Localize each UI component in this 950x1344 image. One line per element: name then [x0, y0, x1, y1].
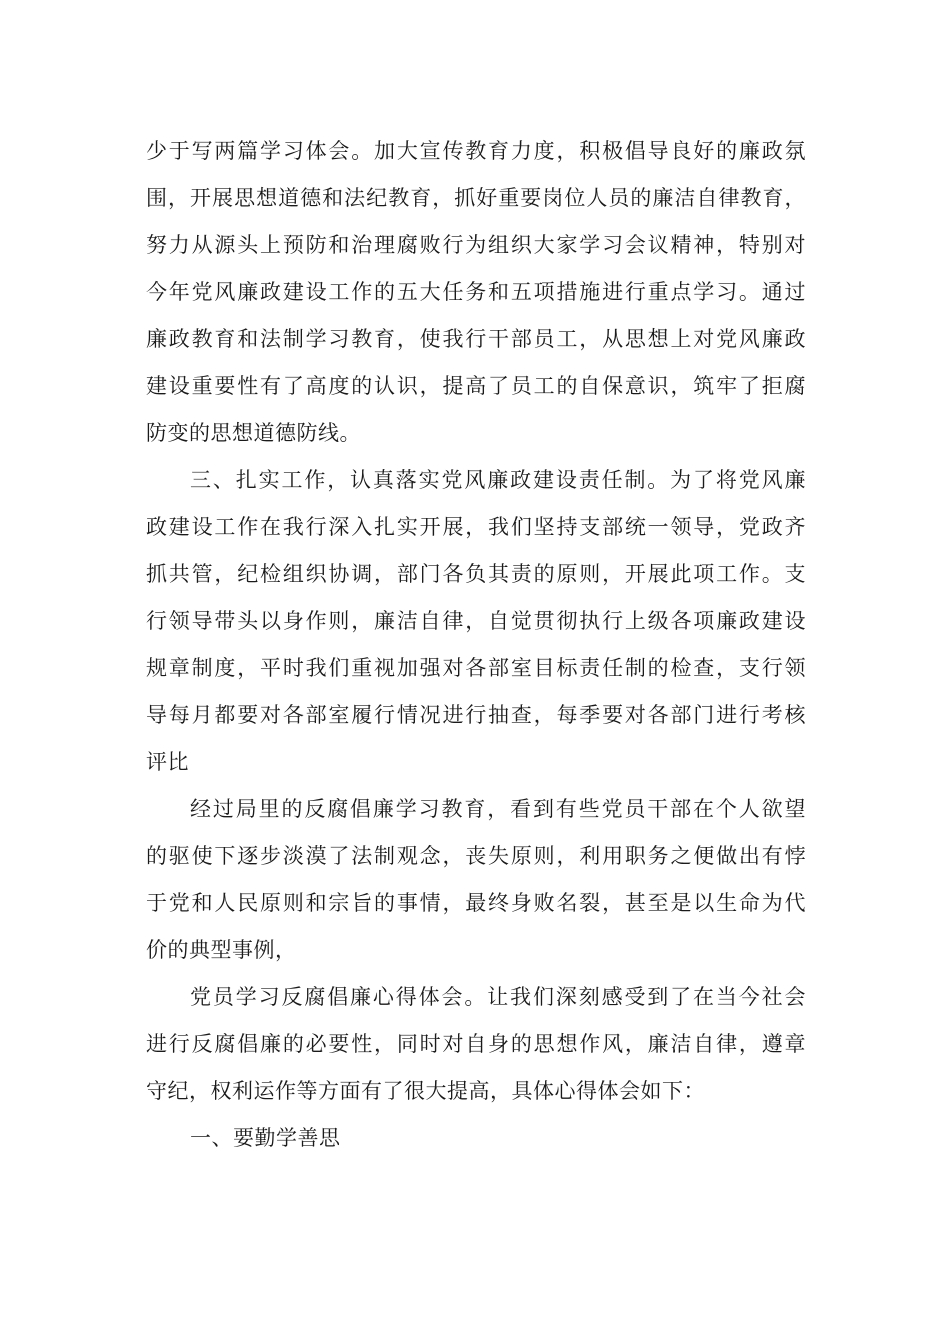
document-body: [146, 128, 806, 1162]
text-line: 评比: [146, 750, 189, 774]
text-line: 少于写两篇学习体会。加大宣传教育力度，积极倡导良好的廉政氛: [146, 139, 806, 163]
text-line: 的驱使下逐步淡漠了法制观念，丧失原则，利用职务之便做出有悖: [146, 844, 806, 868]
text-line: 今年党风廉政建设工作的五大任务和五项措施进行重点学习。通过: [146, 280, 806, 304]
text-line: 导每月都要对各部室履行情况进行抽查，每季要对各部门进行考核: [146, 703, 806, 727]
paragraph-2: [146, 457, 806, 786]
paragraph-3: [146, 786, 806, 974]
text-line: 防变的思想道德防线。: [146, 421, 361, 445]
text-line: 行领导带头以身作则，廉洁自律，自觉贯彻执行上级各项廉政建设: [146, 609, 806, 633]
paragraph-1: [146, 128, 806, 457]
text-line: 努力从源头上预防和治理腐败行为组织大家学习会议精神，特别对: [146, 233, 806, 257]
text-line: 规章制度，平时我们重视加强对各部室目标责任制的检查，支行领: [146, 656, 806, 680]
text-line: 于党和人民原则和宗旨的事情，最终身败名裂，甚至是以生命为代: [146, 891, 806, 915]
text-line: 价的典型事例，: [146, 938, 297, 962]
text-line: 进行反腐倡廉的必要性，同时对自身的思想作风，廉洁自律，遵章: [146, 1032, 806, 1056]
text-line: 围，开展思想道德和法纪教育，抓好重要岗位人员的廉洁自律教育，: [146, 186, 806, 210]
text-line: 抓共管，纪检组织协调，部门各负其责的原则，开展此项工作。支: [146, 562, 806, 586]
text-line: 政建设工作在我行深入扎实开展，我们坚持支部统一领导，党政齐: [146, 515, 806, 539]
text-line: 一、要勤学善思: [190, 1126, 341, 1150]
text-line: 党员学习反腐倡廉心得体会。让我们深刻感受到了在当今社会: [190, 985, 806, 1009]
text-line: 守纪，权利运作等方面有了很大提高，具体心得体会如下：: [146, 1079, 705, 1103]
section-heading: [146, 1115, 806, 1162]
text-line: 建设重要性有了高度的认识，提高了员工的自保意识，筑牢了拒腐: [146, 374, 806, 398]
text-line: 廉政教育和法制学习教育，使我行干部员工，从思想上对党风廉政: [146, 327, 806, 351]
text-line: 三、扎实工作，认真落实党风廉政建设责任制。为了将党风廉: [190, 468, 806, 492]
text-line: 经过局里的反腐倡廉学习教育，看到有些党员干部在个人欲望: [190, 797, 806, 821]
paragraph-4: [146, 974, 806, 1115]
